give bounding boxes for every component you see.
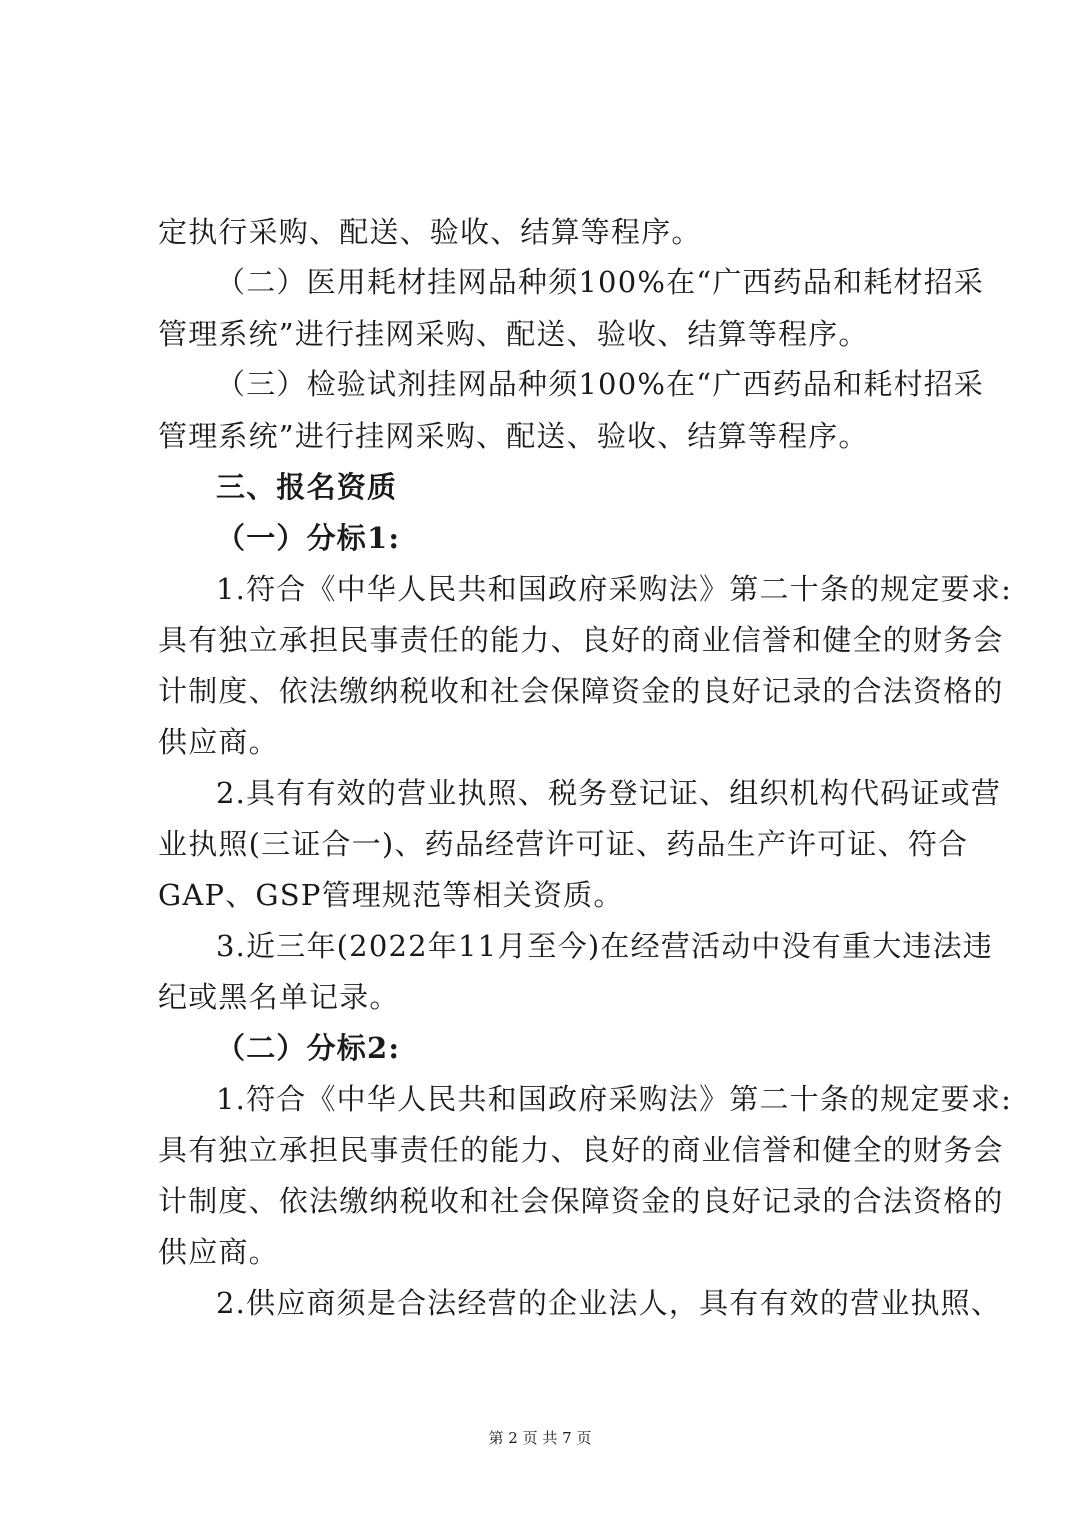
text-line: 2.具有有效的营业执照、税务登记证、组织机构代码证或营: [216, 776, 1002, 810]
text-line: 3.近三年(2022年11月至今)在经营活动中没有重大违法违: [216, 929, 994, 963]
text-line: 供应商。: [158, 725, 279, 759]
text-line: 计制度、依法缴纳税收和社会保障资金的良好记录的合法资格的: [158, 674, 1004, 708]
subsection-heading: （二）分标2:: [216, 1031, 401, 1065]
page-footer: 第 2 页 共 7 页: [488, 1429, 592, 1447]
text-line: 管理系统”进行挂网采购、配送、验收、结算等程序。: [158, 317, 869, 351]
text-line: 1.符合《中华人民共和国政府采购法》第二十条的规定要求:: [216, 572, 1013, 606]
text-line: 具有独立承担民事责任的能力、良好的商业信誉和健全的财务会: [158, 623, 1004, 657]
section-heading: 三、报名资质: [216, 470, 398, 504]
text-line: 定执行采购、配送、验收、结算等程序。: [158, 215, 702, 249]
text-line: 供应商。: [158, 1235, 279, 1269]
subsection-heading: （一）分标1:: [216, 521, 401, 555]
text-line: 1.符合《中华人民共和国政府采购法》第二十条的规定要求:: [216, 1082, 1013, 1116]
text-line: （二）医用耗材挂网品种须100%在“广西药品和耗材招采: [216, 265, 985, 299]
text-line: 管理系统”进行挂网采购、配送、验收、结算等程序。: [158, 419, 869, 453]
text-line: GAP、GSP管理规范等相关资质。: [158, 878, 624, 912]
text-line: 纪或黑名单记录。: [158, 980, 400, 1014]
text-line: 业执照(三证合一)、药品经营许可证、药品生产许可证、符合: [158, 827, 969, 861]
text-line: 计制度、依法缴纳税收和社会保障资金的良好记录的合法资格的: [158, 1184, 1004, 1218]
text-line: 具有独立承担民事责任的能力、良好的商业信誉和健全的财务会: [158, 1133, 1004, 1167]
text-line: （三）检验试剂挂网品种须100%在“广西药品和耗村招采: [216, 367, 985, 401]
text-line: 2.供应商须是合法经营的企业法人，具有有效的营业执照、: [216, 1286, 1002, 1320]
